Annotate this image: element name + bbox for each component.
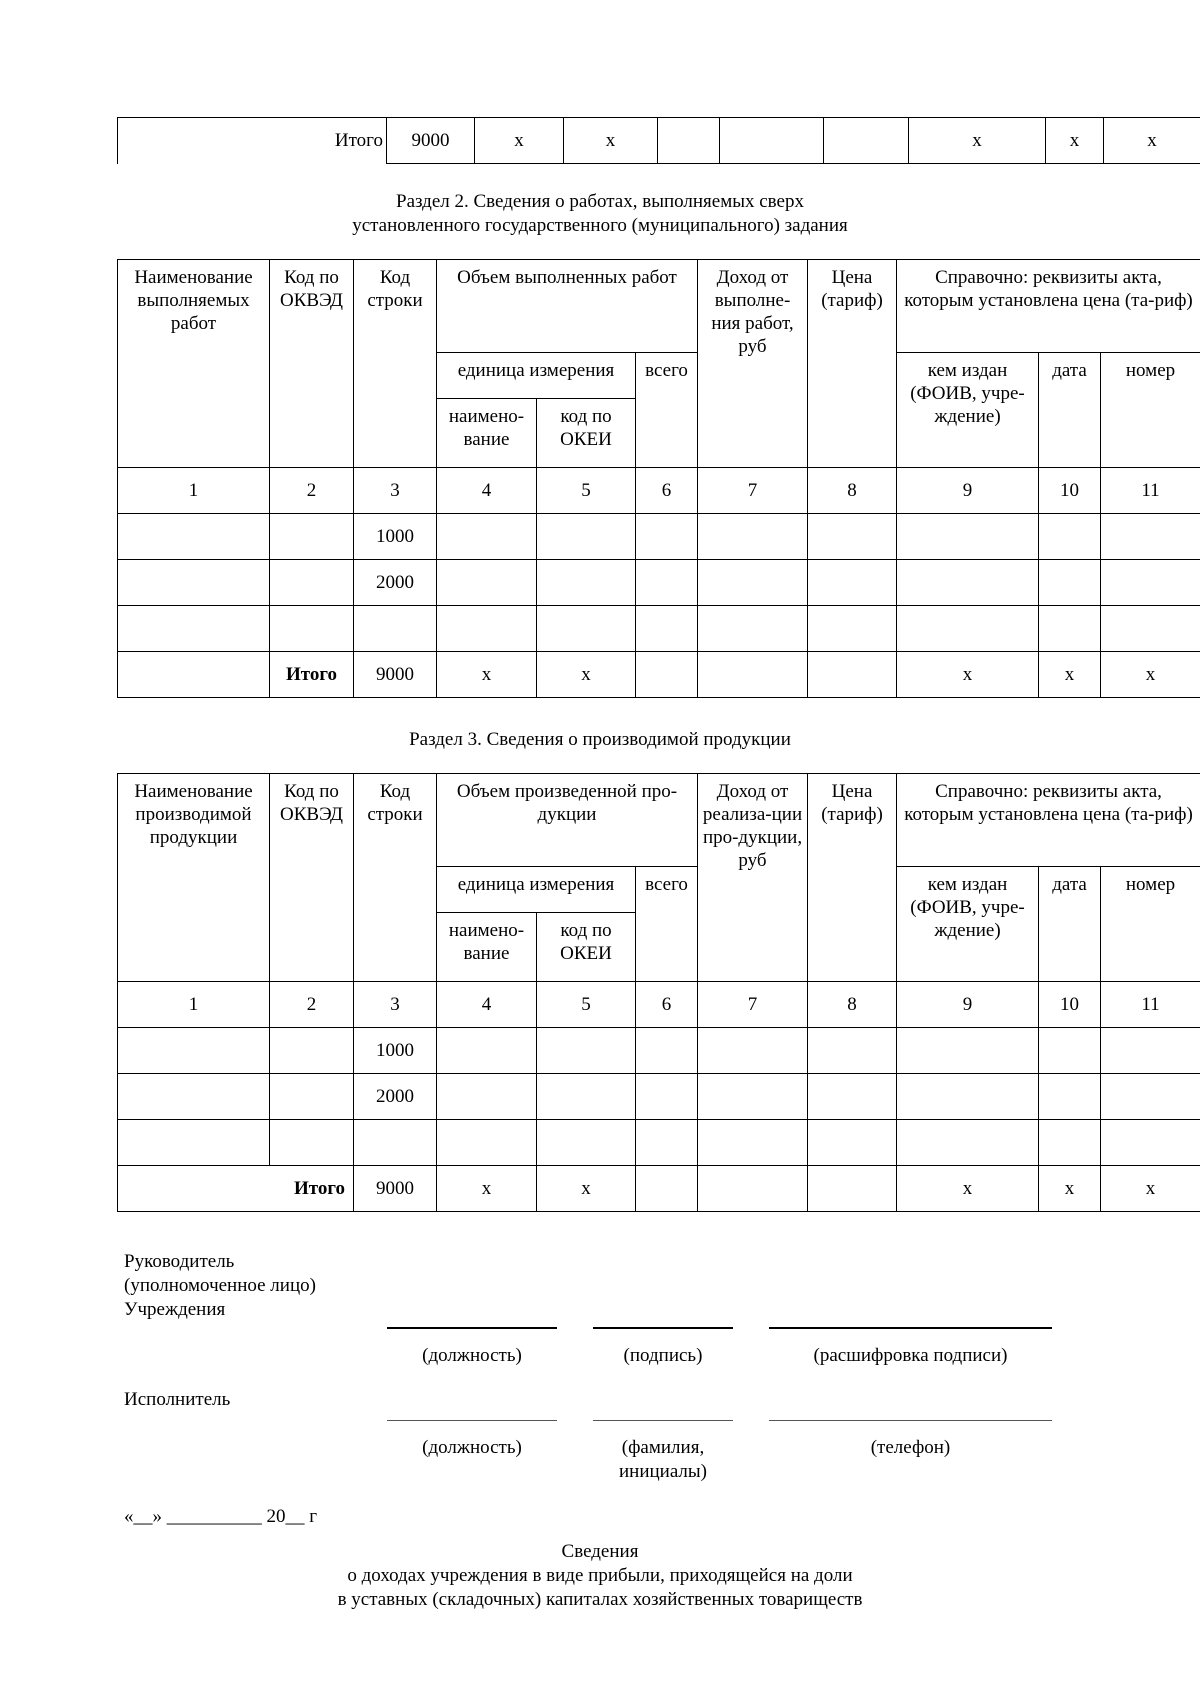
s2-data-row [118, 560, 1200, 606]
s3-total-cell: x [537, 1166, 636, 1212]
s3-total-cell [698, 1166, 808, 1212]
head-line1: Руководитель [124, 1251, 235, 1272]
executor-label: Исполнитель [124, 1389, 231, 1410]
s3-total-cell: x [1039, 1166, 1101, 1212]
s3-header-date: дата [1039, 867, 1101, 982]
s3-cell [636, 1028, 698, 1074]
s2-header-unit-name: наимено-вание [437, 399, 537, 468]
top-cell [824, 118, 909, 164]
s3-cell [897, 1120, 1039, 1166]
top-total-label: Итого [118, 118, 387, 164]
s2-cell [270, 514, 354, 560]
s2-header-income: Доход от выполне-ния работ, руб [698, 260, 808, 468]
s2-header-reference: Справочно: реквизиты акта, которым установлена цена (та-риф) [897, 260, 1200, 353]
s2-col-number: 8 [808, 468, 897, 514]
s2-total-row [118, 652, 1200, 698]
s3-cell [1039, 1074, 1101, 1120]
s3-total-row [118, 1166, 1200, 1212]
s3-total-cell: x [897, 1166, 1039, 1212]
s3-cell [118, 1120, 270, 1166]
s2-data-row [118, 606, 1200, 652]
s3-cell [808, 1074, 897, 1120]
top-total-table [117, 117, 1200, 164]
s3-header-unit-name: наимено-вание [437, 913, 537, 982]
s2-cell [1101, 606, 1200, 652]
s2-cell [118, 514, 270, 560]
s2-col-number: 6 [636, 468, 698, 514]
s3-cell [1101, 1028, 1200, 1074]
s2-col-number: 10 [1039, 468, 1101, 514]
section3-title: Раздел 3. Сведения о производимой продукции [409, 729, 791, 750]
s3-row-code [354, 1120, 437, 1166]
head-block [124, 1250, 316, 1322]
s2-header-number: номер [1101, 353, 1200, 468]
s2-cell [1101, 560, 1200, 606]
s3-row-code: 1000 [354, 1028, 437, 1074]
s2-cell [636, 560, 698, 606]
s2-cell [270, 560, 354, 606]
top-cell: x [1046, 118, 1104, 164]
s3-header-name: Наименование производимой продукции [118, 774, 270, 982]
s3-cell [437, 1074, 537, 1120]
s2-col-number: 11 [1101, 468, 1200, 514]
s2-total-cell: x [537, 652, 636, 698]
s3-cell [270, 1074, 354, 1120]
s3-cell [1101, 1120, 1200, 1166]
s2-total-cell [808, 652, 897, 698]
s2-cell [808, 606, 897, 652]
top-cell: x [475, 118, 564, 164]
s3-total-label: Итого [118, 1166, 354, 1212]
s2-col-number: 2 [270, 468, 354, 514]
s3-col-number: 6 [636, 982, 698, 1028]
s3-cell [270, 1120, 354, 1166]
s3-cell [537, 1028, 636, 1074]
s3-header-income: Доход от реализа-ции про-дукции, руб [698, 774, 808, 982]
s2-cell [698, 606, 808, 652]
s2-cell [437, 606, 537, 652]
section2-title-line1: Раздел 2. Сведения о работах, выполняемых сверх [396, 191, 804, 212]
s3-row-code: 2000 [354, 1074, 437, 1120]
s3-cell [118, 1028, 270, 1074]
s3-col-number: 2 [270, 982, 354, 1028]
s2-col-number: 4 [437, 468, 537, 514]
s3-col-number: 7 [698, 982, 808, 1028]
s2-header-unit-code: код по ОКЕИ [537, 399, 636, 468]
s3-cell [437, 1028, 537, 1074]
head-decoding-line [769, 1327, 1052, 1329]
head-line3: Учреждения [124, 1299, 226, 1320]
s2-total-cell: x [897, 652, 1039, 698]
head-position-line [387, 1327, 557, 1329]
s3-total-cell [808, 1166, 897, 1212]
s2-row-code: 1000 [354, 514, 437, 560]
s3-data-row [118, 1120, 1200, 1166]
s3-cell [1039, 1028, 1101, 1074]
s2-cell [1039, 606, 1101, 652]
s2-cell [1039, 560, 1101, 606]
s3-col-number: 5 [537, 982, 636, 1028]
top-total-code: 9000 [387, 118, 475, 164]
s2-header-volume: Объем выполненных работ [437, 260, 698, 353]
s3-data-row [118, 1074, 1200, 1120]
s3-cell [897, 1028, 1039, 1074]
next-section-line1: Сведения [561, 1541, 639, 1562]
s2-header-name: Наименование выполняемых работ [118, 260, 270, 468]
s2-header-okved: Код по ОКВЭД [270, 260, 354, 468]
top-cell [658, 118, 720, 164]
s2-header-issued-by: кем издан (ФОИВ, учре-ждение) [897, 353, 1039, 468]
s3-header-number: номер [1101, 867, 1200, 982]
s2-cell [118, 606, 270, 652]
executor-caption-position: (должность) [422, 1437, 522, 1458]
s3-cell [698, 1028, 808, 1074]
s2-col-number: 7 [698, 468, 808, 514]
s3-total-cell: x [1101, 1166, 1200, 1212]
next-section-title [0, 1540, 1200, 1612]
s2-cell [118, 560, 270, 606]
s3-cell [537, 1074, 636, 1120]
s2-cell [698, 514, 808, 560]
s3-header-reference: Справочно: реквизиты акта, которым установлена цена (та-риф) [897, 774, 1200, 867]
s3-col-number: 9 [897, 982, 1039, 1028]
s3-col-number: 4 [437, 982, 537, 1028]
head-caption-position: (должность) [422, 1345, 522, 1366]
s3-col-number: 11 [1101, 982, 1200, 1028]
s2-cell [118, 652, 270, 698]
s3-cell [698, 1074, 808, 1120]
s2-col-number: 5 [537, 468, 636, 514]
top-cell [720, 118, 824, 164]
s2-cell [1039, 514, 1101, 560]
top-cell: x [564, 118, 658, 164]
s3-cell [1039, 1120, 1101, 1166]
executor-name-line [593, 1420, 733, 1421]
s2-cell [1101, 514, 1200, 560]
s2-col-number: 1 [118, 468, 270, 514]
executor-caption-name-line2: инициалы) [618, 1461, 707, 1482]
s2-total-label: Итого [270, 652, 354, 698]
s3-cell [437, 1120, 537, 1166]
s2-cell [437, 560, 537, 606]
s2-cell [897, 606, 1039, 652]
s3-header-price: Цена (тариф) [808, 774, 897, 982]
s2-cell [537, 560, 636, 606]
date-line: «__» __________ 20__ г [124, 1506, 318, 1527]
s2-cell [808, 514, 897, 560]
s3-col-number: 3 [354, 982, 437, 1028]
s3-cell [808, 1028, 897, 1074]
s3-header-issued-by: кем издан (ФОИВ, учре-ждение) [897, 867, 1039, 982]
s2-total-cell: x [1039, 652, 1101, 698]
s2-cell [808, 560, 897, 606]
next-section-line3: в уставных (складочных) капиталах хозяйственных товариществ [337, 1589, 863, 1610]
s3-header-unit: единица измерения [437, 867, 636, 913]
s2-total-code: 9000 [354, 652, 437, 698]
head-caption-decoding: (расшифровка подписи) [813, 1345, 1008, 1366]
executor-phone-line [769, 1420, 1052, 1421]
s2-data-row [118, 514, 1200, 560]
s3-cell [698, 1120, 808, 1166]
s3-cell [897, 1074, 1039, 1120]
executor-caption-name [593, 1436, 733, 1484]
s3-header-okved: Код по ОКВЭД [270, 774, 354, 982]
s3-header-unit-code: код по ОКЕИ [537, 913, 636, 982]
section2-title [0, 190, 1200, 238]
s2-header-price: Цена (тариф) [808, 260, 897, 468]
s2-total-cell: x [437, 652, 537, 698]
s2-cell [698, 560, 808, 606]
s2-col-number: 3 [354, 468, 437, 514]
s2-cell [636, 606, 698, 652]
s2-cell [537, 514, 636, 560]
s3-total-code: 9000 [354, 1166, 437, 1212]
s2-row-code [354, 606, 437, 652]
s2-col-number: 9 [897, 468, 1039, 514]
next-section-line2: о доходах учреждения в виде прибыли, приходящейся на доли [347, 1565, 853, 1586]
s2-header-row-code: Код строки [354, 260, 437, 468]
section2-table [117, 259, 1200, 698]
s2-row-code: 2000 [354, 560, 437, 606]
head-line2: (уполномоченное лицо) [124, 1275, 316, 1296]
top-cell: x [909, 118, 1046, 164]
s2-total-cell [636, 652, 698, 698]
section3-table [117, 773, 1200, 1212]
s2-cell [537, 606, 636, 652]
s2-total-cell [698, 652, 808, 698]
s2-header-date: дата [1039, 353, 1101, 468]
s3-header-volume: Объем произведенной про-дукции [437, 774, 698, 867]
s3-cell [118, 1074, 270, 1120]
s3-cell [1101, 1074, 1200, 1120]
s2-cell [437, 514, 537, 560]
s3-col-number: 1 [118, 982, 270, 1028]
s3-cell [537, 1120, 636, 1166]
s2-header-unit: единица измерения [437, 353, 636, 399]
s3-header-row-code: Код строки [354, 774, 437, 982]
s2-cell [636, 514, 698, 560]
top-cell: x [1104, 118, 1200, 164]
executor-caption-phone: (телефон) [870, 1437, 951, 1458]
executor-caption-name-line1: (фамилия, [621, 1437, 705, 1458]
s3-total-cell: x [437, 1166, 537, 1212]
s2-cell [897, 560, 1039, 606]
s3-cell [636, 1120, 698, 1166]
s2-header-total: всего [636, 353, 698, 468]
executor-position-line [387, 1420, 557, 1421]
s3-cell [808, 1120, 897, 1166]
s2-cell [270, 606, 354, 652]
s3-col-number: 8 [808, 982, 897, 1028]
s2-cell [897, 514, 1039, 560]
head-caption-signature: (подпись) [623, 1345, 703, 1366]
s3-data-row [118, 1028, 1200, 1074]
s2-total-cell: x [1101, 652, 1200, 698]
s3-header-total: всего [636, 867, 698, 982]
s3-cell [636, 1074, 698, 1120]
head-signature-line [593, 1327, 733, 1329]
section2-title-line2: установленного государственного (муниципального) задания [352, 215, 848, 236]
s3-total-cell [636, 1166, 698, 1212]
s3-col-number: 10 [1039, 982, 1101, 1028]
s3-cell [270, 1028, 354, 1074]
